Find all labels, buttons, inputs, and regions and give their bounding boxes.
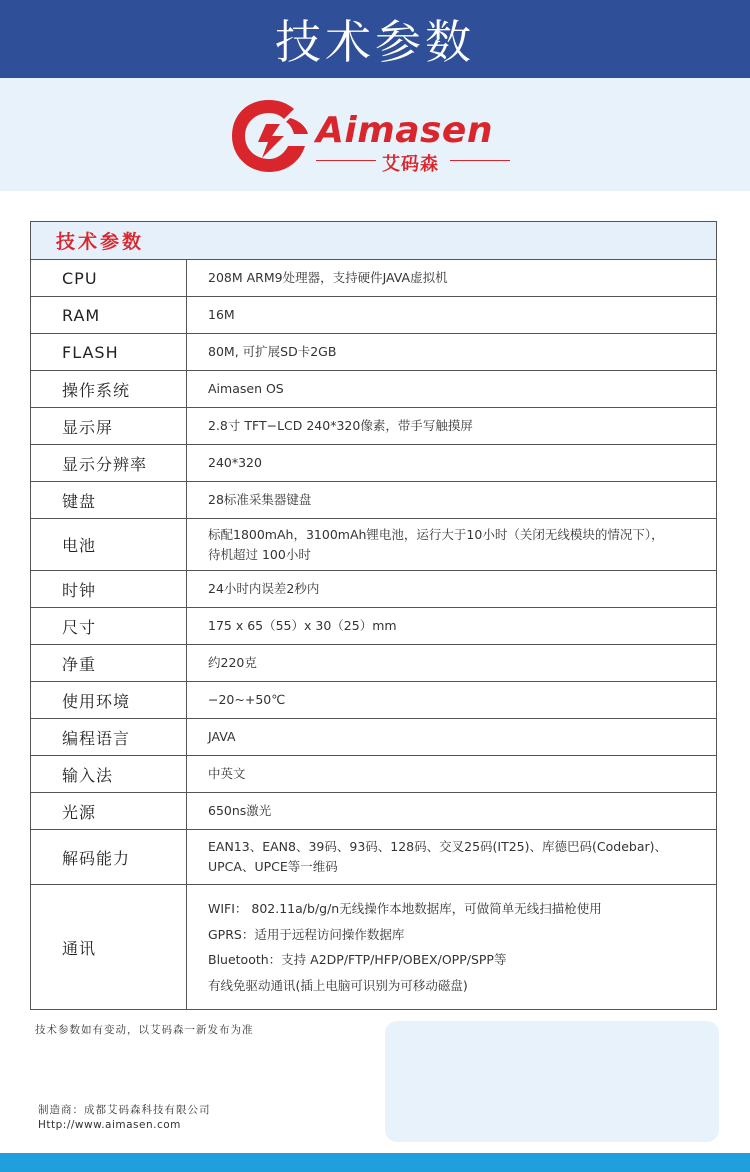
table-row bbox=[31, 334, 716, 371]
row-value-line: 有线免驱动通讯(插上电脑可识别为可移动磁盘) bbox=[208, 977, 468, 993]
row-value-line: 80M, 可扩展SD卡2GB bbox=[208, 344, 337, 359]
row-label: 净重 bbox=[31, 645, 187, 681]
website-link[interactable]: Http://www.aimasen.com bbox=[38, 1119, 181, 1131]
row-label: 通讯 bbox=[31, 885, 187, 1009]
row-value-line: UPCA、UPCE等一维码 bbox=[208, 859, 338, 874]
row-value bbox=[187, 445, 716, 481]
row-label: 时钟 bbox=[31, 571, 187, 607]
table-row bbox=[31, 645, 716, 682]
logo-wordmark: Aimasen bbox=[316, 110, 493, 151]
row-value-line: 24小时内误差2秒内 bbox=[208, 581, 320, 596]
row-value bbox=[187, 608, 716, 644]
row-value-line: 240*320 bbox=[208, 455, 262, 470]
row-value-line: 标配1800mAh，3100mAh锂电池，运行大于10小时（关闭无线模块的情况下）， bbox=[208, 526, 664, 542]
row-label: 显示分辨率 bbox=[31, 445, 187, 481]
table-row bbox=[31, 756, 716, 793]
row-value-line: 650ns激光 bbox=[208, 803, 272, 818]
row-value-line: Bluetooth：支持 A2DP/FTP/HFP/OBEX/OPP/SPP等 bbox=[208, 952, 507, 967]
row-label: 使用环境 bbox=[31, 682, 187, 718]
table-row bbox=[31, 519, 716, 571]
row-label: 解码能力 bbox=[31, 830, 187, 884]
row-value-line: 中英文 bbox=[208, 766, 246, 781]
table-row bbox=[31, 682, 716, 719]
spec-table bbox=[30, 221, 717, 1010]
row-value bbox=[187, 885, 716, 1009]
row-value-line: WIFI： 802.11a/b/g/n无线操作本地数据库，可做简单无线扫描枪使用 bbox=[208, 901, 602, 916]
row-value bbox=[187, 793, 716, 829]
row-label: 键盘 bbox=[31, 482, 187, 518]
row-value-line: Aimasen OS bbox=[208, 381, 284, 396]
table-row bbox=[31, 830, 716, 885]
logo-divider-left bbox=[316, 160, 376, 161]
aimasen-logo-icon bbox=[228, 96, 310, 176]
footnote: 技术参数如有变动，以艾码森一新发布为准 bbox=[35, 1024, 254, 1036]
row-value bbox=[187, 571, 716, 607]
table-row bbox=[31, 608, 716, 645]
row-label: CPU bbox=[31, 260, 187, 296]
table-row bbox=[31, 571, 716, 608]
spec-table-header: 技术参数 bbox=[31, 222, 716, 260]
row-value-line: 208M ARM9处理器，支持硬件JAVA虚拟机 bbox=[208, 270, 448, 285]
row-value-line: 16M bbox=[208, 307, 235, 322]
row-value bbox=[187, 334, 716, 370]
row-label: 电池 bbox=[31, 519, 187, 570]
table-row bbox=[31, 408, 716, 445]
manufacturer: 制造商：成都艾码森科技有限公司 bbox=[38, 1104, 211, 1116]
row-value-line: GPRS：适用于远程访问操作数据库 bbox=[208, 926, 405, 942]
row-label: 操作系统 bbox=[31, 371, 187, 407]
row-label: RAM bbox=[31, 297, 187, 333]
row-value bbox=[187, 682, 716, 718]
row-value-line: 2.8寸 TFT−LCD 240*320像素，带手写触摸屏 bbox=[208, 418, 473, 433]
table-row bbox=[31, 793, 716, 830]
row-value-line: 175 x 65（55）x 30（25）mm bbox=[208, 618, 397, 633]
row-value-line: JAVA bbox=[208, 729, 236, 744]
row-value-line: 约220克 bbox=[208, 655, 257, 670]
row-label: FLASH bbox=[31, 334, 187, 370]
row-value bbox=[187, 260, 716, 296]
table-row bbox=[31, 297, 716, 334]
row-value-line: EAN13、EAN8、39码、93码、128码、交叉25码(IT25)、库德巴码(Codebar)、 bbox=[208, 839, 668, 854]
row-value bbox=[187, 756, 716, 792]
table-row bbox=[31, 482, 716, 519]
table-row bbox=[31, 371, 716, 408]
row-value-line: 28标准采集器键盘 bbox=[208, 492, 312, 507]
table-row bbox=[31, 885, 716, 1009]
row-label: 显示屏 bbox=[31, 408, 187, 444]
row-value bbox=[187, 645, 716, 681]
row-value-line: −20~+50℃ bbox=[208, 692, 286, 707]
bottom-stripe bbox=[0, 1153, 750, 1172]
table-row bbox=[31, 445, 716, 482]
row-value bbox=[187, 297, 716, 333]
row-value bbox=[187, 719, 716, 755]
info-box bbox=[385, 1021, 719, 1142]
row-value bbox=[187, 371, 716, 407]
table-row bbox=[31, 719, 716, 756]
row-value bbox=[187, 830, 716, 884]
page-title: 技术参数 bbox=[275, 15, 475, 69]
logo-divider-right bbox=[450, 160, 510, 161]
row-value bbox=[187, 519, 716, 570]
top-banner bbox=[0, 0, 750, 78]
row-value bbox=[187, 482, 716, 518]
row-label: 光源 bbox=[31, 793, 187, 829]
row-value-line: 待机超过 100小时 bbox=[208, 546, 311, 562]
row-label: 编程语言 bbox=[31, 719, 187, 755]
logo-band bbox=[0, 78, 750, 191]
row-label: 输入法 bbox=[31, 756, 187, 792]
table-row bbox=[31, 260, 716, 297]
row-label: 尺寸 bbox=[31, 608, 187, 644]
logo-cn-name: 艾码森 bbox=[382, 154, 439, 175]
row-value bbox=[187, 408, 716, 444]
